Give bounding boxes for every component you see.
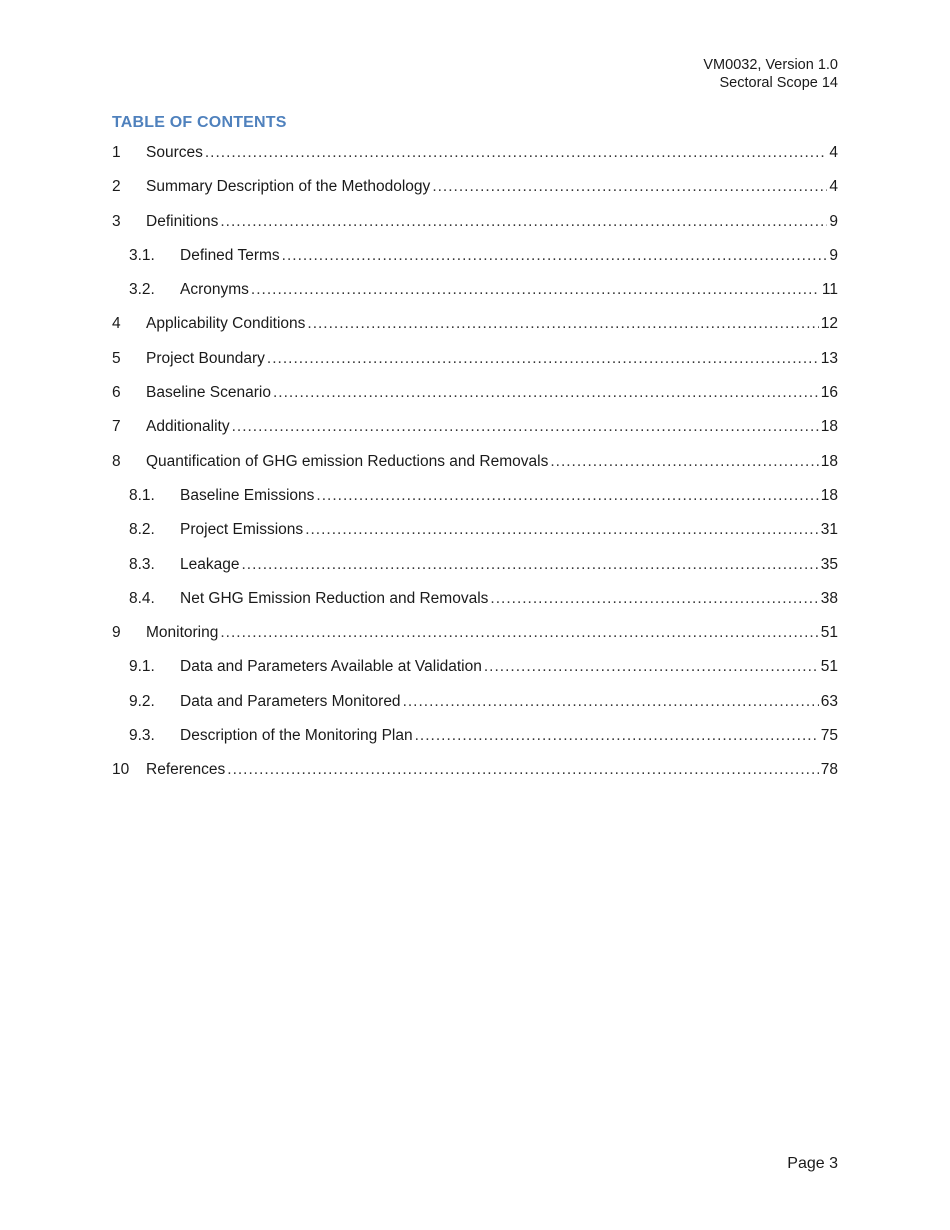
toc-entry-number: 5 bbox=[112, 349, 121, 367]
toc-entry-label[interactable]: Summary Description of the Methodology bbox=[146, 178, 431, 196]
page-number: Page 3 bbox=[787, 1155, 838, 1172]
toc-entry[interactable] bbox=[112, 244, 838, 278]
toc-entry-number: 4 bbox=[112, 315, 121, 333]
toc-entry-number: 9.3. bbox=[129, 727, 155, 745]
toc-entry-number: 10 bbox=[112, 761, 130, 779]
toc-entry-page: 4 bbox=[829, 144, 838, 161]
toc-entry-label[interactable]: Description of the Monitoring Plan bbox=[180, 727, 413, 745]
toc-dot-leader bbox=[432, 176, 827, 198]
toc-entry-page: 35 bbox=[820, 555, 838, 573]
toc-entry-label[interactable]: Applicability Conditions bbox=[146, 315, 306, 333]
table-of-contents bbox=[112, 141, 838, 793]
header-sectoral-scope: Sectoral Scope 14 bbox=[719, 75, 838, 91]
toc-entry[interactable] bbox=[112, 518, 838, 552]
toc-dot-leader bbox=[490, 588, 818, 610]
toc-entry[interactable] bbox=[112, 484, 838, 518]
toc-entry-label[interactable]: Net GHG Emission Reduction and Removals bbox=[180, 589, 489, 607]
toc-entry[interactable] bbox=[112, 587, 838, 621]
toc-entry-page: 38 bbox=[820, 589, 838, 607]
toc-entry-number: 1 bbox=[112, 144, 121, 161]
toc-entry[interactable] bbox=[112, 381, 838, 415]
toc-entry[interactable] bbox=[112, 141, 838, 175]
toc-dot-leader bbox=[307, 313, 818, 335]
toc-entry-label[interactable]: Monitoring bbox=[146, 624, 219, 642]
toc-dot-leader bbox=[220, 622, 818, 644]
toc-entry[interactable] bbox=[112, 278, 838, 312]
toc-entry-number: 3.1. bbox=[129, 246, 155, 264]
toc-dot-leader bbox=[227, 759, 818, 781]
toc-entry-label[interactable]: Data and Parameters Available at Validation bbox=[180, 658, 482, 676]
toc-entry-label[interactable]: Leakage bbox=[180, 555, 240, 573]
toc-entry-label[interactable]: Data and Parameters Monitored bbox=[180, 692, 401, 710]
toc-entry-number: 9 bbox=[112, 624, 121, 642]
toc-entry[interactable] bbox=[112, 758, 838, 792]
toc-entry-number: 2 bbox=[112, 178, 121, 196]
toc-entry-page: 9 bbox=[829, 212, 838, 230]
toc-entry-label[interactable]: Baseline Scenario bbox=[146, 384, 271, 402]
toc-entry-page: 18 bbox=[820, 418, 838, 436]
toc-dot-leader bbox=[205, 142, 828, 164]
toc-entry-label[interactable]: Acronyms bbox=[180, 281, 249, 299]
toc-entry-number: 9.2. bbox=[129, 692, 155, 710]
toc-entry-number: 8 bbox=[112, 452, 121, 470]
toc-entry-number: 9.1. bbox=[129, 658, 155, 676]
toc-entry-page: 12 bbox=[820, 315, 838, 333]
toc-entry[interactable] bbox=[112, 690, 838, 724]
toc-entry-number: 6 bbox=[112, 384, 121, 402]
toc-entry[interactable] bbox=[112, 210, 838, 244]
toc-entry-number: 8.4. bbox=[129, 589, 155, 607]
toc-entry-number: 3.2. bbox=[129, 281, 155, 299]
toc-entry-number: 8.3. bbox=[129, 555, 155, 573]
toc-entry[interactable] bbox=[112, 621, 838, 655]
toc-entry-page: 78 bbox=[820, 761, 838, 779]
toc-entry-number: 7 bbox=[112, 418, 121, 436]
toc-dot-leader bbox=[267, 348, 819, 370]
toc-entry-label[interactable]: References bbox=[146, 761, 226, 779]
toc-entry-page: 75 bbox=[820, 727, 838, 745]
toc-entry-page: 51 bbox=[820, 624, 838, 642]
toc-entry-page: 51 bbox=[820, 658, 838, 676]
toc-entry[interactable] bbox=[112, 450, 838, 484]
toc-entry-label[interactable]: Project Emissions bbox=[180, 521, 304, 539]
toc-entry[interactable] bbox=[112, 347, 838, 381]
toc-dot-leader bbox=[316, 485, 818, 507]
toc-entry-number: 8.1. bbox=[129, 486, 155, 504]
toc-entry-label[interactable]: Defined Terms bbox=[180, 246, 280, 264]
toc-entry-page: 13 bbox=[820, 349, 838, 367]
toc-entry-number: 3 bbox=[112, 212, 121, 230]
toc-dot-leader bbox=[273, 382, 819, 404]
header-methodology-version: VM0032, Version 1.0 bbox=[703, 57, 838, 73]
toc-entry-page: 4 bbox=[829, 178, 838, 196]
toc-dot-leader bbox=[305, 519, 819, 541]
toc-dot-leader bbox=[220, 211, 827, 233]
toc-entry[interactable] bbox=[112, 175, 838, 209]
toc-entry-label[interactable]: Project Boundary bbox=[146, 349, 265, 367]
toc-dot-leader bbox=[232, 416, 819, 438]
toc-entry-page: 63 bbox=[820, 692, 838, 710]
toc-dot-leader bbox=[403, 691, 819, 713]
document-header bbox=[703, 56, 838, 92]
toc-entry[interactable] bbox=[112, 312, 838, 346]
toc-entry[interactable] bbox=[112, 724, 838, 758]
toc-entry-label[interactable]: Baseline Emissions bbox=[180, 486, 315, 504]
toc-entry-page: 18 bbox=[820, 486, 838, 504]
toc-entry[interactable] bbox=[112, 553, 838, 587]
toc-entry-label[interactable]: Additionality bbox=[146, 418, 230, 436]
toc-entry-label[interactable]: Quantification of GHG emission Reductions and Removals bbox=[146, 452, 549, 470]
toc-entry-page: 11 bbox=[821, 281, 838, 299]
toc-entry-label[interactable]: Definitions bbox=[146, 212, 219, 230]
toc-entry-page: 18 bbox=[820, 452, 838, 470]
toc-dot-leader bbox=[282, 245, 828, 267]
toc-entry-page: 16 bbox=[820, 384, 838, 402]
toc-entry[interactable] bbox=[112, 415, 838, 449]
toc-entry-number: 8.2. bbox=[129, 521, 155, 539]
toc-dot-leader bbox=[550, 451, 818, 473]
toc-dot-leader bbox=[415, 725, 819, 747]
toc-title: TABLE OF CONTENTS bbox=[112, 114, 287, 131]
toc-entry[interactable] bbox=[112, 655, 838, 689]
toc-dot-leader bbox=[251, 279, 820, 301]
toc-dot-leader bbox=[484, 656, 819, 678]
toc-entry-label[interactable]: Sources bbox=[146, 144, 203, 161]
toc-entry-page: 31 bbox=[820, 521, 838, 539]
toc-entry-page: 9 bbox=[829, 246, 838, 264]
toc-dot-leader bbox=[241, 554, 818, 576]
